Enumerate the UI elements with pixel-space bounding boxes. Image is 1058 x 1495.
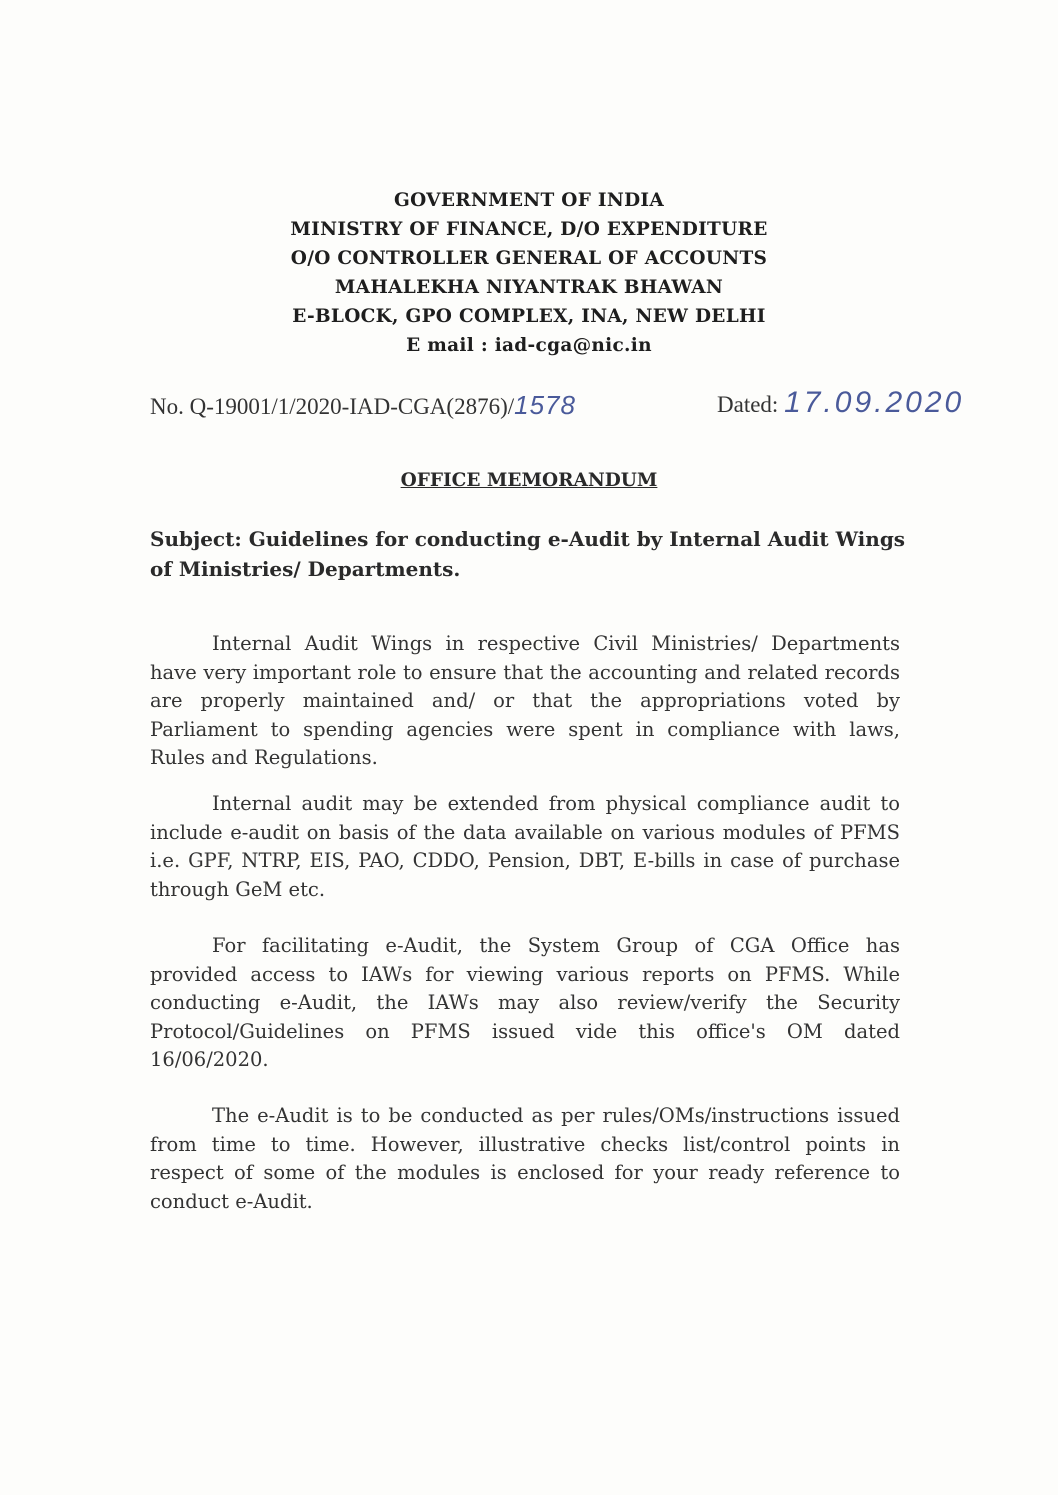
handwritten-number: 1578 bbox=[514, 390, 576, 420]
letterhead-line: MINISTRY OF FINANCE, D/O EXPENDITURE bbox=[290, 219, 768, 240]
paragraph: The e-Audit is to be conducted as per rules/OMs/instructions issued from time to time. However, illustrative checks list/control points in respect of some of the modules is enclosed for your ready reference to conduct e-Audit. bbox=[150, 1104, 900, 1213]
handwritten-date: 17.09.2020 bbox=[784, 386, 965, 419]
subject: Subject: Guidelines for conducting e-Audit by Internal Audit Wings of Ministries/ Departments. bbox=[150, 527, 906, 581]
paragraph: For facilitating e-Audit, the System Group of CGA Office has provided access to IAWs for viewing various reports on PFMS. While conducting e-Audit, the IAWs may also review/verify the Security Protocol/Guidelines on PFMS issued vide this office's OM dated 16/06/2020. bbox=[150, 934, 900, 1071]
letterhead-line: O/O CONTROLLER GENERAL OF ACCOUNTS bbox=[290, 248, 768, 269]
letterhead-email: E mail : iad-cga@nic.in bbox=[406, 335, 652, 356]
date-line bbox=[717, 386, 964, 420]
letterhead-line: MAHALEKHA NIYANTRAK BHAWAN bbox=[334, 277, 724, 298]
paragraph: Internal audit may be extended from physical compliance audit to include e-audit on basis of the data available on various modules of PFMS i.e. GPF, NTRP, EIS, PAO, CDDO, Pension, DBT, E-bills in case of purchase through GeM etc. bbox=[150, 792, 900, 901]
reference-prefix: No. Q-19001/1/2020-IAD-CGA(2876)/ bbox=[150, 394, 515, 419]
reference-number bbox=[150, 390, 576, 421]
letterhead-line: E-BLOCK, GPO COMPLEX, INA, NEW DELHI bbox=[292, 306, 766, 327]
letterhead bbox=[0, 186, 1058, 360]
letterhead-line: GOVERNMENT OF INDIA bbox=[393, 190, 665, 211]
dated-label: Dated: bbox=[717, 392, 779, 417]
paragraph: Internal Audit Wings in respective Civil Ministries/ Departments have very important role to ensure that the accounting and related records are properly maintained and/ or that the appropriations voted by Parliament to spending agencies were spent in compliance with laws, Rules and Regulations. bbox=[150, 632, 900, 769]
document-title: OFFICE MEMORANDUM bbox=[400, 470, 658, 491]
